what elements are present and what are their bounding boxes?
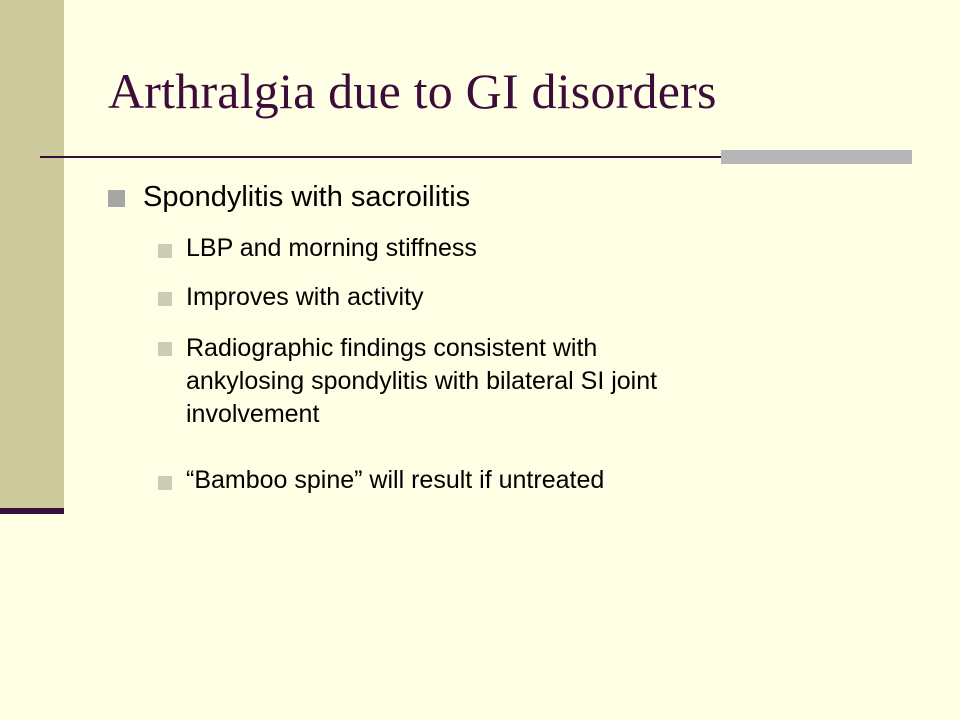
sub-bullet-text: Improves with activity	[186, 283, 424, 311]
sub-bullet-text-continuation: involvement	[186, 400, 320, 428]
sub-bullet-square-icon	[158, 292, 172, 306]
sub-bullet-square-icon	[158, 244, 172, 258]
bullet-square-icon	[108, 190, 125, 207]
sub-bullet	[186, 464, 604, 497]
sub-bullet-text: “Bamboo spine” will result if untreated	[186, 466, 605, 494]
slide-title: Arthralgia due to GI disorders	[108, 63, 717, 119]
sub-bullet-text: LBP and morning stiffness	[186, 234, 477, 262]
sub-bullet-square-icon	[158, 342, 172, 356]
sub-bullet	[186, 332, 657, 431]
bullet-text: Spondylitis with sacroilitis	[143, 181, 471, 213]
sub-bullet	[186, 281, 424, 314]
bullet-level1	[143, 180, 470, 214]
sub-bullet-square-icon	[158, 476, 172, 490]
sub-bullet	[186, 232, 477, 265]
sub-bullet-text-continuation: ankylosing spondylitis with bilateral SI joint	[186, 367, 658, 395]
sub-bullet-text: Radiographic findings consistent with	[186, 334, 598, 362]
